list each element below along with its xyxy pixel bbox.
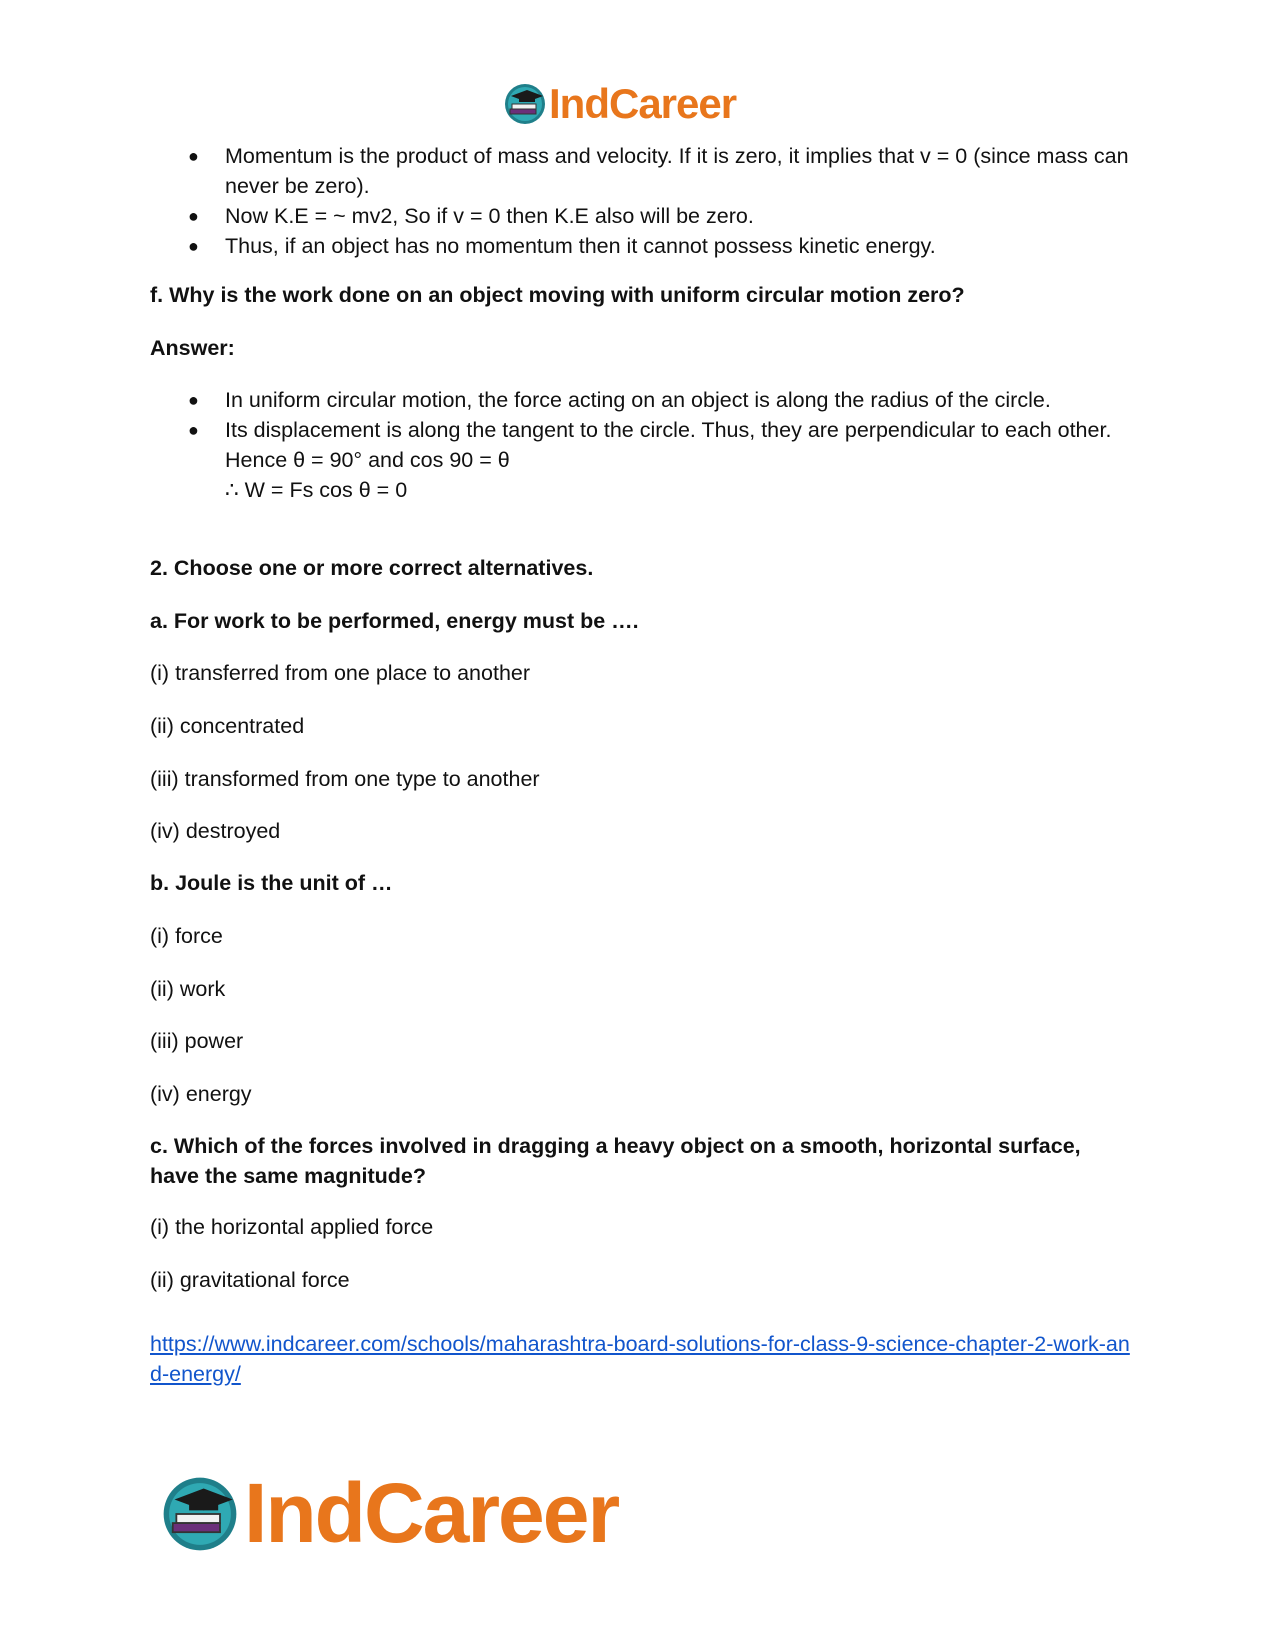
- therefore-line: ∴ W = Fs cos θ = 0: [225, 478, 408, 502]
- list-item: ● Momentum is the product of mass and velocity. If it is zero, it implies that v = 0 (since mass can never be zero).: [188, 144, 1129, 198]
- question-b: b. Joule is the unit of …: [150, 871, 393, 895]
- logo-wordmark: IndCareer: [244, 1466, 619, 1560]
- option-b-3: (iii) power: [150, 1029, 244, 1053]
- option-a-2: (ii) concentrated: [150, 714, 305, 738]
- option-c-1: (i) the horizontal applied force: [150, 1215, 434, 1239]
- option-a-3: (iii) transformed from one type to another: [150, 767, 540, 791]
- question-c: c. Which of the forces involved in dragging a heavy object on a smooth, horizontal surface, have the same magnitude?: [150, 1134, 1081, 1188]
- bullet-list-momentum: [150, 141, 1130, 261]
- list-item: ● Thus, if an object has no momentum then it cannot possess kinetic energy.: [188, 234, 936, 258]
- option-a-1: (i) transferred from one place to another: [150, 661, 531, 685]
- question-a: a. For work to be performed, energy must be ….: [150, 609, 639, 633]
- logo-wordmark: IndCareer: [549, 80, 737, 127]
- source-link[interactable]: https://www.indcareer.com/schools/maharashtra-board-solutions-for-class-9-science-chapter-2-work-and-energy/: [150, 1332, 1130, 1386]
- question-f: f. Why is the work done on an object moving with uniform circular motion zero?: [150, 283, 965, 307]
- footer-logo: [160, 1465, 618, 1562]
- graduation-cap-books-globe-icon: [503, 82, 547, 126]
- bullet-list-circular: [150, 385, 1130, 505]
- option-b-4: (iv) energy: [150, 1082, 252, 1106]
- answer-label: Answer:: [150, 336, 235, 360]
- option-c-2: (ii) gravitational force: [150, 1268, 350, 1292]
- list-item: ● Its displacement is along the tangent to the circle. Thus, they are perpendicular to each other.: [188, 418, 1112, 442]
- option-a-4: (iv) destroyed: [150, 819, 281, 843]
- option-b-2: (ii) work: [150, 977, 226, 1001]
- list-item: ● In uniform circular motion, the force acting on an object is along the radius of the circle.: [188, 388, 1051, 412]
- option-b-1: (i) force: [150, 924, 223, 948]
- hence-line: Hence θ = 90° and cos 90 = θ: [225, 448, 510, 472]
- section-2-heading: 2. Choose one or more correct alternatives.: [150, 556, 594, 580]
- header-logo: [503, 80, 736, 128]
- list-item: ● Now K.E = ~ mv2, So if v = 0 then K.E also will be zero.: [188, 204, 754, 228]
- source-link-wrapper: [150, 1329, 1130, 1389]
- graduation-cap-books-globe-icon: [160, 1474, 240, 1554]
